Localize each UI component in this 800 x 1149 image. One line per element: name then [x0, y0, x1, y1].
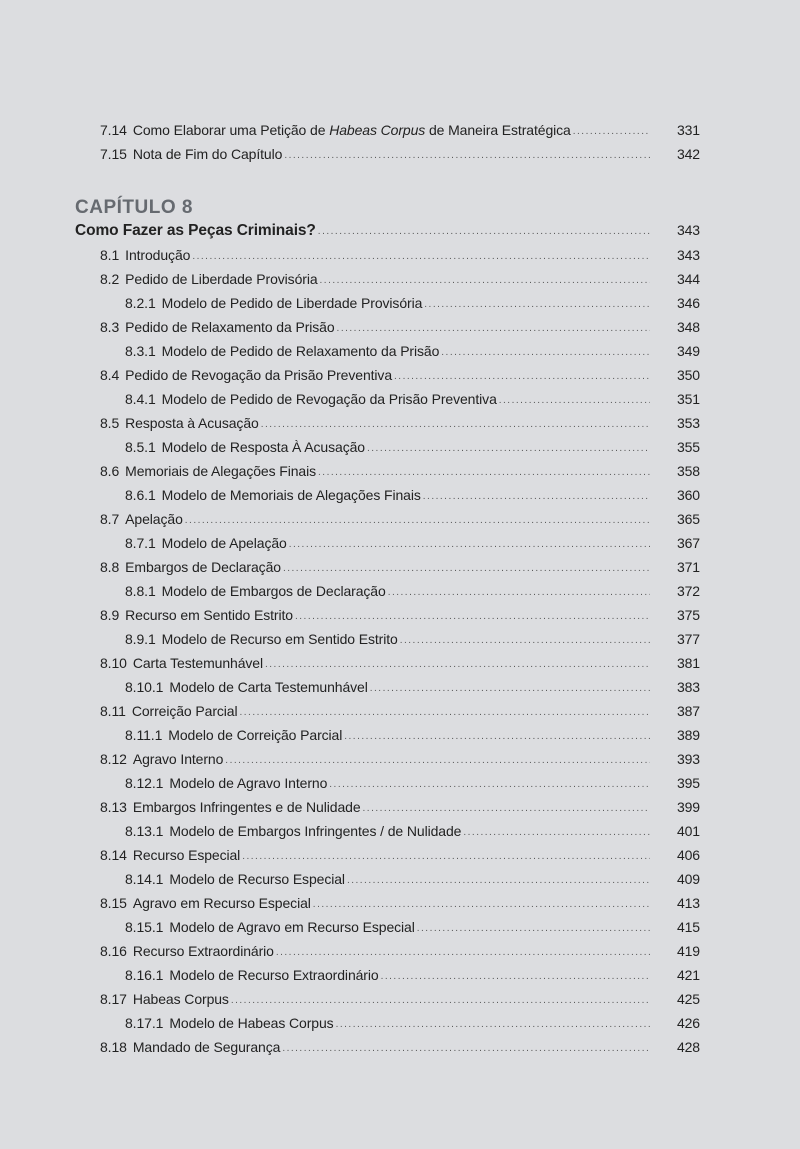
dot-leader [192, 251, 650, 262]
toc-entry-page: 343 [676, 222, 700, 238]
toc-entry-title: Modelo de Agravo Interno [169, 775, 328, 791]
toc-entry-title: Modelo de Apelação [161, 535, 287, 551]
toc-entry-page: 399 [676, 799, 700, 815]
toc-entry-title: Apelação [125, 511, 183, 527]
toc-entry-8-10[interactable] [100, 655, 700, 679]
toc-entry-8-13[interactable] [100, 799, 700, 823]
toc-entry-number: 8.11 [100, 703, 126, 719]
toc-entry-page: 401 [676, 823, 700, 839]
toc-entry-title: Correição Parcial [131, 703, 238, 719]
toc-entry-page: 406 [676, 847, 700, 863]
toc-entry-page: 355 [676, 439, 700, 455]
toc-entry-page: 425 [676, 991, 700, 1007]
toc-entry-number: 8.16 [100, 943, 127, 959]
chapter-title: Como Fazer as Peças Criminais? [75, 222, 316, 239]
toc-entry-8-5-1[interactable] [125, 439, 700, 463]
toc-entry-page: 415 [676, 919, 700, 935]
dot-leader [394, 371, 650, 382]
dot-leader [276, 947, 650, 958]
toc-entry-number: 8.7 [100, 511, 120, 527]
dot-leader [295, 611, 650, 622]
dot-leader [370, 683, 650, 694]
toc-entry-number: 8.15 [100, 895, 127, 911]
toc-entry-page: 409 [676, 871, 700, 887]
toc-entry-page: 367 [676, 535, 700, 551]
dot-leader [318, 467, 650, 478]
toc-entry-number: 8.1 [100, 247, 120, 263]
toc-entry-page: 387 [676, 703, 700, 719]
toc-entry-number: 8.13.1 [125, 823, 164, 839]
toc-entry-page: 371 [676, 559, 700, 575]
toc-entry-page: 372 [676, 583, 700, 599]
toc-entry-8-9-1[interactable] [125, 631, 700, 655]
toc-entry-title: Resposta à Acusação [125, 415, 259, 431]
toc-entry-number: 8.4 [100, 367, 120, 383]
toc-entry-number: 8.10.1 [125, 679, 164, 695]
dot-leader [320, 275, 650, 286]
toc-entry-page: 365 [676, 511, 700, 527]
toc-entry-8-14-1[interactable] [125, 871, 700, 895]
toc-entry-title: Recurso Extraordinário [132, 943, 274, 959]
dot-leader [347, 875, 650, 886]
dot-leader [289, 539, 650, 550]
toc-entry-number: 8.3 [100, 319, 120, 335]
toc-entry-8-2-1[interactable] [125, 295, 700, 319]
toc-entry-number: 8.8.1 [125, 583, 156, 599]
toc-entry-number: 8.10 [100, 655, 127, 671]
toc-entry-number: 8.6 [100, 463, 120, 479]
dot-leader [344, 731, 650, 742]
toc-entry-page: 381 [676, 655, 700, 671]
toc-entry-page: 349 [676, 343, 700, 359]
dot-leader [381, 971, 650, 982]
toc-entry-page: 375 [676, 607, 700, 623]
toc-entry-8-1[interactable] [100, 247, 700, 271]
dot-leader [463, 827, 650, 838]
dot-leader [231, 995, 650, 1006]
toc-entry-title: Como Elaborar uma Petição de Habeas Corpus de Maneira Estratégica [132, 122, 571, 138]
toc-entry-8-12[interactable] [100, 751, 700, 775]
toc-entry-page: 331 [676, 122, 700, 138]
dot-leader [284, 150, 650, 161]
dot-leader [423, 491, 650, 502]
toc-entry-number: 8.15.1 [125, 919, 164, 935]
dot-leader [424, 299, 650, 310]
toc-entry-number: 8.5.1 [125, 439, 156, 455]
toc-entry-8-17-1[interactable] [125, 1015, 700, 1039]
toc-entry-8-6[interactable] [100, 463, 700, 487]
toc-entry-number: 8.5 [100, 415, 120, 431]
toc-entry-title: Modelo de Recurso Extraordinário [169, 967, 379, 983]
toc-entry-page: 360 [676, 487, 700, 503]
toc-entry-page: 343 [676, 247, 700, 263]
chapter-title-entry[interactable] [75, 222, 700, 246]
toc-entry-title: Modelo de Pedido de Revogação da Prisão Preventiva [161, 391, 497, 407]
toc-entry-title: Embargos de Declaração [125, 559, 281, 575]
toc-entry-number: 8.11.1 [125, 727, 163, 743]
toc-entry-title: Embargos Infringentes e de Nulidade [132, 799, 361, 815]
toc-entry-page: 419 [676, 943, 700, 959]
toc-entry-page: 428 [676, 1039, 700, 1055]
toc-entry-title: Modelo de Pedido de Relaxamento da Prisão [161, 343, 440, 359]
toc-entry-title: Introdução [125, 247, 191, 263]
toc-entry-title: Modelo de Agravo em Recurso Especial [169, 919, 415, 935]
dot-leader [283, 563, 650, 574]
toc-entry-7-14[interactable] [100, 122, 700, 146]
toc-entry-title: Memoriais de Alegações Finais [125, 463, 317, 479]
toc-entry-8-4-1[interactable] [125, 391, 700, 415]
toc-entry-title: Modelo de Embargos Infringentes / de Nulidade [169, 823, 462, 839]
dot-leader [499, 395, 650, 406]
dot-leader [329, 779, 650, 790]
toc-entry-title: Mandado de Segurança [132, 1039, 281, 1055]
toc-entry-number: 8.12 [100, 751, 127, 767]
toc-entry-title: Pedido de Relaxamento da Prisão [125, 319, 335, 335]
toc-entry-number: 8.4.1 [125, 391, 156, 407]
toc-entry-8-16[interactable] [100, 943, 700, 967]
toc-entry-number: 8.16.1 [125, 967, 164, 983]
toc-entry-title: Modelo de Resposta À Acusação [161, 439, 365, 455]
toc-entry-number: 8.14 [100, 847, 127, 863]
toc-entry-number: 8.13 [100, 799, 127, 815]
toc-entry-number: 8.18 [100, 1039, 127, 1055]
toc-entry-number: 8.3.1 [125, 343, 156, 359]
toc-entry-page: 346 [676, 295, 700, 311]
toc-entry-page: 377 [676, 631, 700, 647]
dot-leader [337, 323, 650, 334]
dot-leader [441, 347, 650, 358]
toc-entry-number: 8.12.1 [125, 775, 164, 791]
toc-entry-8-6-1[interactable] [125, 487, 700, 511]
toc-entry-title: Modelo de Recurso Especial [169, 871, 345, 887]
toc-entry-title: Pedido de Liberdade Provisória [125, 271, 318, 287]
toc-entry-number: 8.8 [100, 559, 120, 575]
toc-entry-title: Modelo de Correição Parcial [168, 727, 343, 743]
toc-entry-8-5[interactable] [100, 415, 700, 439]
toc-entry-title: Nota de Fim do Capítulo [132, 146, 283, 162]
toc-entry-number: 8.9.1 [125, 631, 156, 647]
toc-entry-8-15-1[interactable] [125, 919, 700, 943]
toc-entry-8-13-1[interactable] [125, 823, 700, 847]
dot-leader [336, 1019, 650, 1030]
toc-entry-title: Agravo Interno [132, 751, 224, 767]
toc-entry-title: Recurso em Sentido Estrito [125, 607, 293, 623]
toc-entry-8-15[interactable] [100, 895, 700, 919]
toc-entry-title: Recurso Especial [132, 847, 241, 863]
toc-entry-page: 421 [676, 967, 700, 983]
dot-leader [240, 707, 651, 718]
toc-entry-page: 393 [676, 751, 700, 767]
toc-entry-page: 342 [676, 146, 700, 162]
toc-entry-page: 350 [676, 367, 700, 383]
dot-leader [400, 635, 650, 646]
toc-entry-number: 8.2 [100, 271, 120, 287]
toc-entry-number: 8.9 [100, 607, 120, 623]
toc-entry-page: 383 [676, 679, 700, 695]
toc-entry-8-10-1[interactable] [125, 679, 700, 703]
toc-entry-8-2[interactable] [100, 271, 700, 295]
toc-entry-8-8-1[interactable] [125, 583, 700, 607]
toc-entry-page: 348 [676, 319, 700, 335]
toc-entry-8-18[interactable] [100, 1039, 700, 1063]
dot-leader [417, 923, 650, 934]
toc-entry-number: 8.2.1 [125, 295, 156, 311]
toc-entry-8-8[interactable] [100, 559, 700, 583]
dot-leader [282, 1043, 650, 1054]
toc-entry-8-17[interactable] [100, 991, 700, 1015]
toc-entry-8-9[interactable] [100, 607, 700, 631]
dot-leader [367, 443, 650, 454]
toc-entry-title: Pedido de Revogação da Prisão Preventiva [125, 367, 393, 383]
toc-entry-page: 351 [676, 391, 700, 407]
toc-entry-title: Agravo em Recurso Especial [132, 895, 311, 911]
toc-entry-page: 358 [676, 463, 700, 479]
toc-entry-title: Modelo de Recurso em Sentido Estrito [161, 631, 398, 647]
toc-entry-title: Modelo de Habeas Corpus [169, 1015, 334, 1031]
toc-entry-8-14[interactable] [100, 847, 700, 871]
toc-entry-number: 8.6.1 [125, 487, 156, 503]
toc-entry-8-4[interactable] [100, 367, 700, 391]
toc-entry-7-15[interactable] [100, 146, 700, 170]
dot-leader [573, 126, 650, 137]
toc-entry-title: Modelo de Pedido de Liberdade Provisória [161, 295, 423, 311]
dot-leader [261, 419, 650, 430]
toc-entry-number: 8.14.1 [125, 871, 164, 887]
dot-leader [265, 659, 650, 670]
toc-entry-number: 7.14 [100, 122, 127, 138]
toc-entry-8-7-1[interactable] [125, 535, 700, 559]
toc-entry-page: 389 [676, 727, 700, 743]
dot-leader [313, 899, 650, 910]
dot-leader [318, 226, 650, 237]
toc-entry-title: Habeas Corpus [132, 991, 229, 1007]
chapter-label: CAPÍTULO 8 [75, 197, 193, 218]
dot-leader [242, 851, 650, 862]
toc-entry-page: 395 [676, 775, 700, 791]
toc-entry-page: 344 [676, 271, 700, 287]
toc-entry-number: 7.15 [100, 146, 127, 162]
toc-entry-title: Carta Testemunhável [132, 655, 263, 671]
toc-entry-8-3[interactable] [100, 319, 700, 343]
dot-leader [388, 587, 650, 598]
toc-entry-page: 353 [676, 415, 700, 431]
dot-leader [225, 755, 650, 766]
toc-entry-page: 426 [676, 1015, 700, 1031]
toc-entry-8-16-1[interactable] [125, 967, 700, 991]
toc-entry-number: 8.7.1 [125, 535, 156, 551]
toc-entry-8-12-1[interactable] [125, 775, 700, 799]
toc-entry-8-11[interactable] [100, 703, 700, 727]
toc-entry-8-7[interactable] [100, 511, 700, 535]
toc-entry-8-3-1[interactable] [125, 343, 700, 367]
toc-entry-title: Modelo de Carta Testemunhável [169, 679, 368, 695]
toc-entry-8-11-1[interactable] [125, 727, 700, 751]
toc-entry-title: Modelo de Memoriais de Alegações Finais [161, 487, 421, 503]
dot-leader [363, 803, 650, 814]
toc-entry-page: 413 [676, 895, 700, 911]
toc-entry-number: 8.17.1 [125, 1015, 164, 1031]
toc-entry-title: Modelo de Embargos de Declaração [161, 583, 386, 599]
dot-leader [185, 515, 650, 526]
toc-entry-number: 8.17 [100, 991, 127, 1007]
